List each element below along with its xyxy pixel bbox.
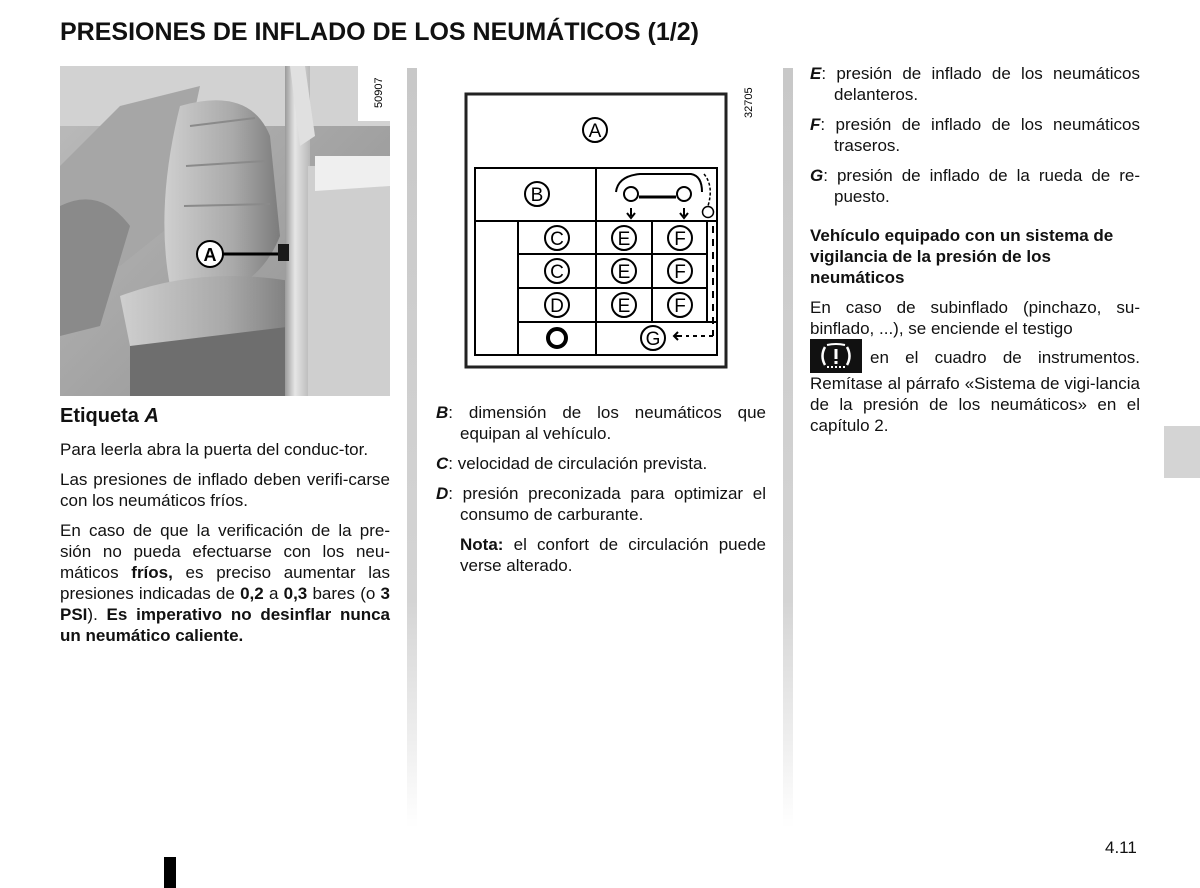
page-title: PRESIONES DE INFLADO DE LOS NEUMÁTICOS (1/2) xyxy=(60,18,699,46)
column-separator xyxy=(407,68,417,828)
column-separator xyxy=(783,68,793,828)
label-a xyxy=(583,118,607,142)
svg-text:E: E xyxy=(617,229,631,250)
note: Nota: el confort de circulación puede verse alterado. xyxy=(460,535,766,575)
svg-text:C: C xyxy=(550,262,564,283)
tire-pressure-warning-icon xyxy=(810,339,862,373)
label-f xyxy=(668,259,692,283)
photo-ref: 50907 xyxy=(373,77,385,108)
diagram-ref: 32705 xyxy=(743,87,755,118)
label-g xyxy=(641,326,665,350)
definition-d: D: presión preconizada para optimizar el consumo de carburante. xyxy=(436,484,766,524)
chapter-tab xyxy=(1164,426,1200,478)
paragraph: En caso de que la verificación de la pre-sión no pueda efectuarse con los neu-máticos fríos, es preciso aumentar las presiones indicadas de 0,2 a 0,3 bares (o 3 PSI). Es imperativo no desinflar nunca un neumático caliente. xyxy=(60,521,391,645)
label-e xyxy=(612,226,636,250)
label-b xyxy=(525,182,549,206)
left-column xyxy=(60,400,390,655)
label-f xyxy=(668,226,692,250)
door-label-photo xyxy=(60,66,390,396)
label-c xyxy=(545,226,569,250)
paragraph: Para leerla abra la puerta del conduc-tor. xyxy=(60,440,369,459)
svg-text:C: C xyxy=(550,229,564,250)
middle-column xyxy=(436,402,766,585)
svg-text:F: F xyxy=(674,262,686,283)
svg-text:G: G xyxy=(645,329,661,350)
tire-label-diagram xyxy=(436,66,766,396)
label-e xyxy=(612,259,636,283)
subheading: Vehículo equipado con un sistema de vigilancia de la presión de los neumáticos xyxy=(810,226,1114,287)
label-e xyxy=(612,293,636,317)
paragraph: Las presiones de inflado deben verifi-carse con los neumáticos fríos. xyxy=(60,470,390,510)
photo-callout-a: A xyxy=(203,245,217,265)
svg-text:E: E xyxy=(617,296,631,317)
label-d xyxy=(545,293,569,317)
crop-mark xyxy=(164,857,176,888)
svg-text:F: F xyxy=(674,229,686,250)
svg-text:A: A xyxy=(588,121,602,142)
definition-f: F: presión de inflado de los neumáticos traseros. xyxy=(810,115,1140,155)
right-column xyxy=(810,63,1140,445)
page-number: 4.11 xyxy=(1105,838,1137,857)
definition-b: B: dimensión de los neumáticos que equipan al vehículo. xyxy=(436,403,766,443)
definition-c: C: velocidad de circulación prevista. xyxy=(436,454,708,473)
label-f xyxy=(668,293,692,317)
section-heading: Etiqueta A xyxy=(60,405,159,427)
svg-text:E: E xyxy=(617,262,631,283)
paragraph: En caso de subinflado (pinchazo, su-binflado, ...), se enciende el testigo en el cuadro de instrumentos. Remítase al párrafo «Sistema de vigi-lancia de la presión de los neumáticos» en el capítulo 2. xyxy=(810,298,1140,435)
definition-g: G: presión de inflado de la rueda de re-puesto. xyxy=(810,166,1140,206)
svg-text:B: B xyxy=(530,185,544,206)
svg-text:F: F xyxy=(674,296,686,317)
definition-e: E: presión de inflado de los neumáticos delanteros. xyxy=(810,64,1140,104)
label-c xyxy=(545,259,569,283)
spare-wheel-icon xyxy=(548,329,566,347)
svg-text:D: D xyxy=(550,296,564,317)
